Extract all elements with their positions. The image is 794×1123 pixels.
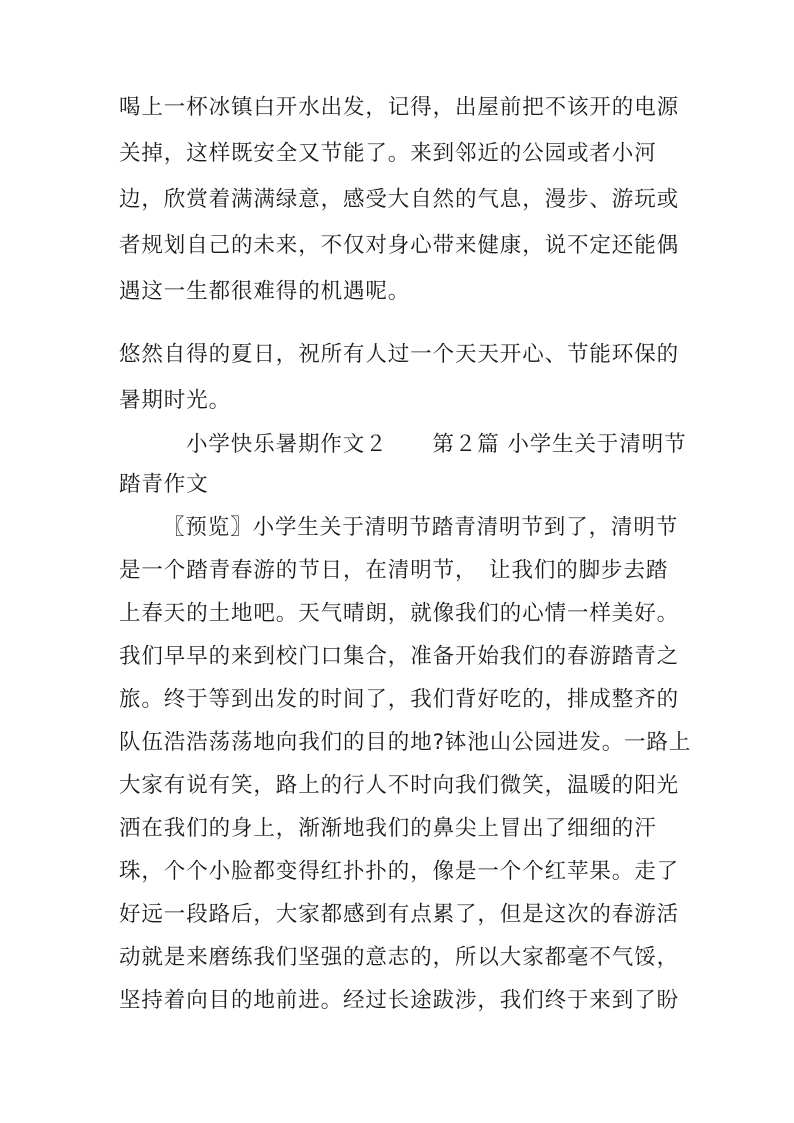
article-title: 小学快乐暑期作文２ 第２篇 小学生关于清明节: [186, 432, 687, 457]
paragraph-line: 遇这一生都很难得的机遇呢。: [119, 279, 411, 304]
paragraph-line: 上春天的土地吧。天气晴朗，就像我们的心情一样美好。: [119, 601, 680, 626]
paragraph-line: 好远一段路后，大家都感到有点累了，但是这次的春游活: [119, 902, 680, 927]
paragraph-line: 珠，个个小脸都变得红扑扑的，像是一个个红苹果。走了: [119, 859, 680, 884]
paragraph-line: 队伍浩浩荡荡地向我们的目的地?钵池山公园进发。一路上: [119, 730, 692, 755]
paragraph-line: 边，欣赏着满满绿意，感受大自然的气息，漫步、游玩或: [119, 187, 680, 212]
article-title-continued: 踏青作文: [119, 472, 209, 497]
paragraph-line: 洒在我们的身上，渐渐地我们的鼻尖上冒出了细细的汗: [119, 816, 657, 841]
paragraph-line: 坚持着向目的地前进。经过长途跋涉，我们终于来到了盼: [119, 988, 680, 1013]
paragraph-line: 我们早早的来到校门口集合，准备开始我们的春游踏青之: [119, 644, 680, 669]
paragraph-line: 动就是来磨练我们坚强的意志的，所以大家都毫不气馁，: [119, 945, 680, 970]
paragraph-line: 关掉，这样既安全又节能了。来到邻近的公园或者小河: [119, 141, 657, 166]
paragraph-line: 者规划自己的未来，不仅对身心带来健康，说不定还能偶: [119, 233, 680, 258]
paragraph-line: 是一个踏青春游的节日，在清明节， 让我们的脚步去踏: [119, 558, 669, 583]
paragraph-line: 暑期时光。: [119, 388, 232, 413]
paragraph-line: 喝上一杯冰镇白开水出发，记得，出屋前把不该开的电源: [119, 95, 680, 120]
paragraph-line: 旅。终于等到出发的时间了，我们背好吃的，排成整齐的: [119, 687, 680, 712]
paragraph-line: 大家有说有笑，路上的行人不时向我们微笑，温暖的阳光: [119, 773, 680, 798]
paragraph-line: 〖预览〗小学生关于清明节踏青清明节到了，清明节: [163, 515, 679, 540]
paragraph-line: 悠然自得的夏日，祝所有人过一个天天开心、节能环保的: [119, 342, 680, 367]
